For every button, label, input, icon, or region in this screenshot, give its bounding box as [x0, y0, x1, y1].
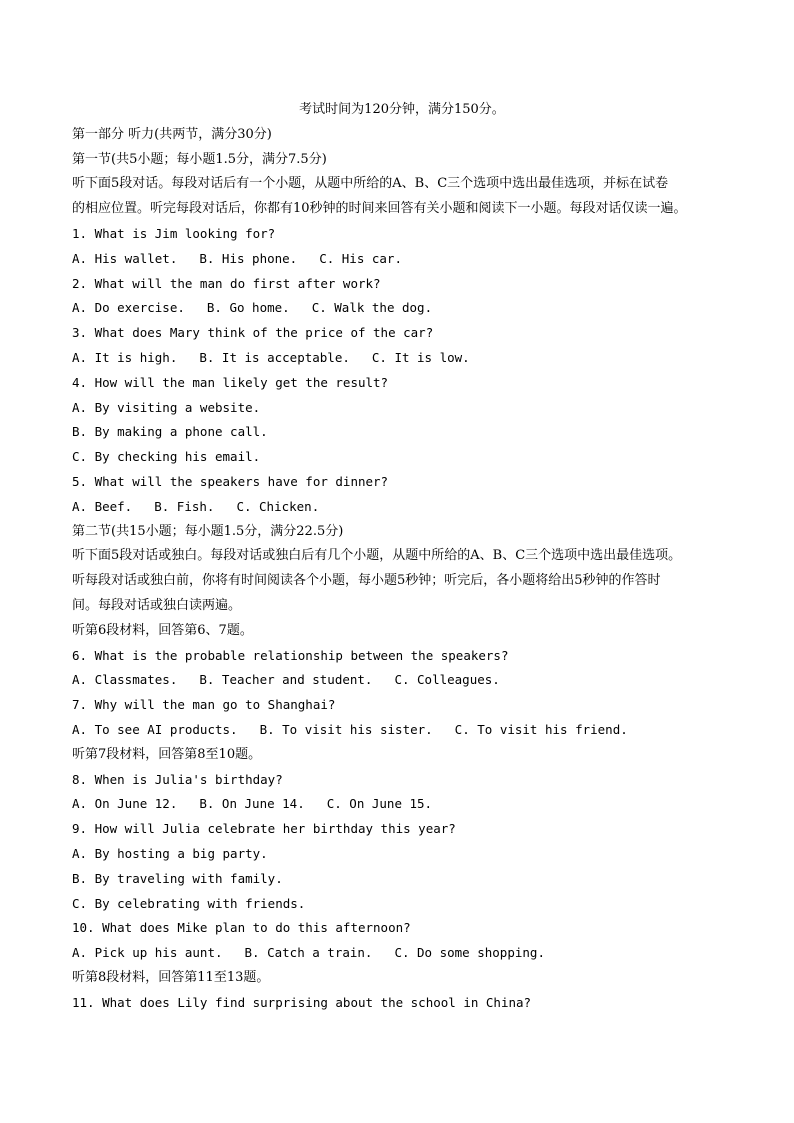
section2-instructions-line3: 间。每段对话或独白读两遍。	[72, 597, 242, 613]
question-4-option-a: A. By visiting a website.	[72, 399, 261, 415]
material-8-label: 听第8段材料，回答第11至13题。	[72, 969, 270, 985]
option-c: C. On June 15.	[326, 796, 433, 812]
section1-title: 第一节(共5小题；每小题1.5分，满分7.5分)	[72, 151, 327, 167]
option-b: B. Go home.	[206, 300, 290, 316]
material-7-label: 听第7段材料，回答第8至10题。	[72, 746, 262, 762]
question-1: 1. What is Jim looking for?	[72, 225, 276, 241]
question-6: 6. What is the probable relationship between the speakers?	[72, 647, 509, 663]
exam-header: 考试时间为120分钟，满分150分。	[299, 102, 505, 117]
question-11: 11. What does Lily find surprising about the school in China?	[72, 994, 532, 1010]
option-c: C. Chicken.	[236, 498, 320, 514]
question-2: 2. What will the man do first after work?	[72, 275, 381, 291]
question-8-options	[72, 792, 732, 817]
question-10: 10. What does Mike plan to do this afternoon?	[72, 920, 411, 936]
question-3: 3. What does Mary think of the price of the car?	[72, 325, 434, 341]
question-7-options	[72, 718, 732, 743]
exam-page	[72, 98, 732, 1015]
option-c: C. It is low.	[371, 349, 470, 365]
question-10-options	[72, 941, 732, 966]
question-9: 9. How will Julia celebrate her birthday this year?	[72, 821, 456, 837]
option-b: B. Teacher and student.	[199, 672, 373, 688]
question-5: 5. What will the speakers have for dinner?	[72, 473, 389, 489]
option-c: C. His car.	[319, 250, 402, 266]
question-3-options	[72, 346, 732, 371]
material-6-label: 听第6段材料，回答第6、7题。	[72, 622, 253, 638]
option-b: B. On June 14.	[199, 796, 305, 812]
section2-instructions-line2: 听每段对话或独白前，你将有时间阅读各个小题，每小题5秒钟；听完后，各小题将给出5秒钟的作答时	[72, 573, 661, 589]
section1-instructions-line2: 的相应位置。听完每段对话后，你都有10秒钟的时间来回答有关小题和阅读下一小题。每段对话仅读一遍。	[72, 201, 687, 217]
question-5-options	[72, 495, 732, 520]
option-b: B. His phone.	[199, 250, 298, 266]
question-6-options	[72, 668, 732, 693]
option-a: A. Beef.	[72, 498, 133, 514]
option-a: A. It is high.	[72, 349, 178, 365]
option-a: A. Do exercise.	[72, 300, 185, 316]
option-a: A. On June 12.	[72, 796, 178, 812]
section2-title: 第二节(共15小题；每小题1.5分，满分22.5分)	[72, 523, 344, 539]
question-1-options	[72, 247, 732, 272]
option-b: B. Catch a train.	[244, 945, 373, 961]
option-c: C. To visit his friend.	[454, 721, 628, 737]
question-9-option-b: B. By traveling with family.	[72, 870, 283, 886]
option-b: B. Fish.	[154, 498, 215, 514]
part1-title: 第一部分 听力(共两节，满分30分)	[72, 126, 272, 142]
option-b: B. To visit his sister.	[259, 721, 433, 737]
question-4-option-c: C. By checking his email.	[72, 449, 261, 465]
option-a: A. His wallet.	[72, 250, 178, 266]
question-9-option-a: A. By hosting a big party.	[72, 845, 268, 861]
option-a: A. To see AI products.	[72, 721, 238, 737]
option-c: C. Colleagues.	[394, 672, 500, 688]
question-2-options	[72, 296, 732, 321]
question-9-option-c: C. By celebrating with friends.	[72, 895, 306, 911]
option-c: C. Do some shopping.	[394, 945, 545, 961]
option-a: A. Pick up his aunt.	[72, 945, 223, 961]
option-c: C. Walk the dog.	[311, 300, 433, 316]
question-4: 4. How will the man likely get the result?	[72, 374, 389, 390]
section2-instructions-line1: 听下面5段对话或独白。每段对话或独白后有几个小题，从题中所给的A、B、C三个选项中选出最佳选项。	[72, 548, 682, 564]
section1-instructions-line1: 听下面5段对话。每段对话后有一个小题，从题中所给的A、B、C三个选项中选出最佳选项，并标在试卷	[72, 176, 669, 192]
question-8: 8. When is Julia's birthday?	[72, 771, 283, 787]
option-b: B. It is acceptable.	[199, 349, 350, 365]
option-a: A. Classmates.	[72, 672, 178, 688]
question-4-option-b: B. By making a phone call.	[72, 424, 268, 440]
question-7: 7. Why will the man go to Shanghai?	[72, 697, 336, 713]
